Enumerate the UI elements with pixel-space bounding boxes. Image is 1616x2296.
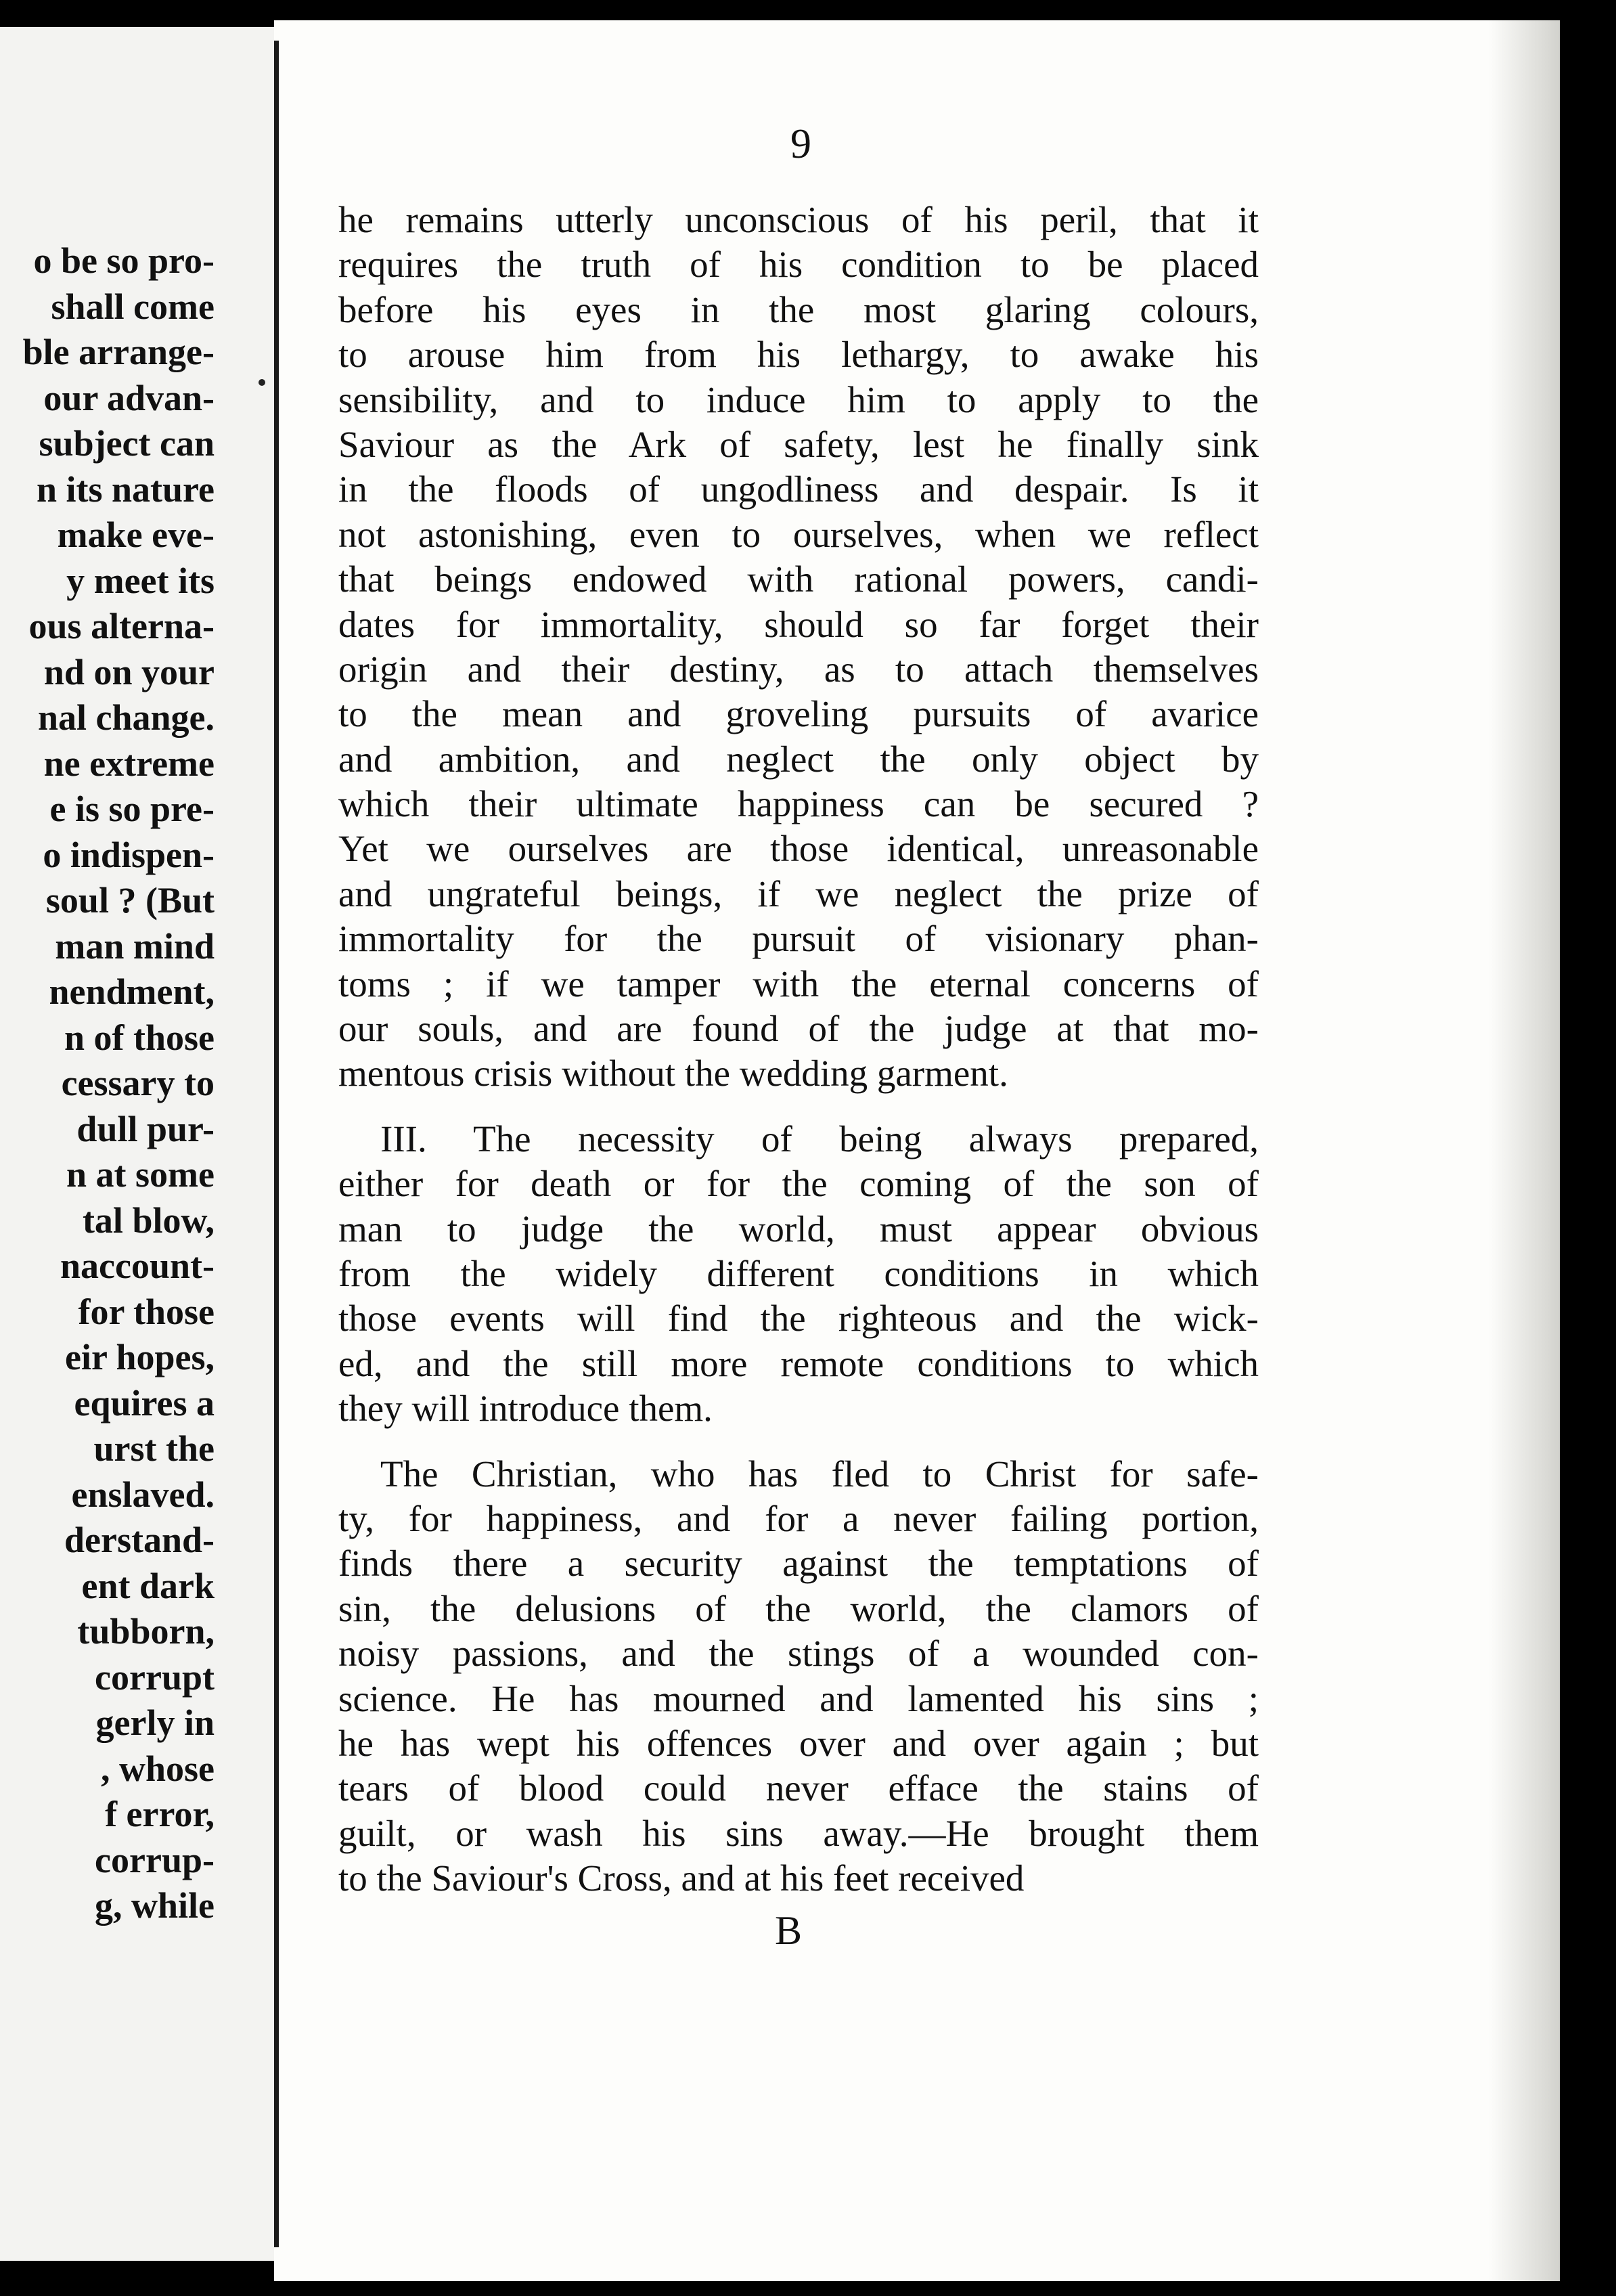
facing-page-line: g, while bbox=[94, 1885, 215, 1926]
facing-page-line: naccount- bbox=[60, 1245, 215, 1286]
facing-page-line: subject can bbox=[39, 423, 215, 464]
text-line: not astonishing, even to ourselves, when we reflect bbox=[338, 513, 1259, 555]
facing-page-line: corrupt bbox=[95, 1656, 215, 1698]
text-line: science. He has mourned and lamented his sins ; bbox=[338, 1677, 1259, 1719]
text-line: dates for immortality, should so far forget their bbox=[338, 603, 1259, 645]
text-line: man to judge the world, must appear obvious bbox=[338, 1208, 1259, 1250]
paragraph bbox=[338, 1117, 1259, 1432]
text-line: finds there a security against the temptations of bbox=[338, 1543, 1259, 1585]
text-line: Yet we ourselves are those identical, unreasonable bbox=[338, 828, 1259, 870]
facing-page-line: ne extreme bbox=[43, 743, 215, 784]
text-line: origin and their destiny, as to attach themselves bbox=[338, 648, 1259, 690]
facing-page-line: eir hopes, bbox=[64, 1337, 215, 1377]
paragraph-gap bbox=[338, 1097, 1259, 1117]
facing-page-line: n of those bbox=[64, 1017, 215, 1058]
text-line: toms ; if we tamper with the eternal concerns of bbox=[338, 963, 1259, 1005]
facing-page-line: dull pur- bbox=[76, 1108, 215, 1149]
text-line: ty, for happiness, and for a never failing portion, bbox=[338, 1497, 1259, 1539]
facing-page-line: shall come bbox=[51, 286, 215, 327]
text-line: sensibility, and to induce him to apply to the bbox=[338, 378, 1259, 420]
text-line: requires the truth of his condition to be placed bbox=[338, 244, 1259, 286]
facing-page-line: nendment, bbox=[49, 971, 215, 1012]
facing-page-line: nal change. bbox=[37, 697, 215, 738]
text-line: he remains utterly unconscious of his peril, that it bbox=[338, 199, 1259, 240]
text-line: either for death or for the coming of the son of bbox=[338, 1163, 1259, 1205]
text-line: before his eyes in the most glaring colours, bbox=[338, 288, 1259, 330]
facing-page-line: ble arrange- bbox=[22, 332, 215, 372]
facing-page-line: o be so pro- bbox=[33, 240, 215, 281]
text-line: The Christian, who has fled to Christ for safe- bbox=[380, 1453, 1259, 1495]
facing-page-line: ous alterna- bbox=[28, 606, 215, 646]
facing-page-line: e is so pre- bbox=[49, 789, 215, 829]
facing-page-line: urst the bbox=[93, 1428, 215, 1469]
text-line: and ambition, and neglect the only object by bbox=[338, 738, 1259, 780]
text-line: those events will find the righteous and the wick- bbox=[338, 1298, 1259, 1340]
facing-page-line: nd on your bbox=[43, 651, 215, 692]
facing-page-line: tubborn, bbox=[77, 1611, 215, 1652]
text-line: guilt, or wash his sins away.—He brought them bbox=[338, 1812, 1259, 1854]
facing-page-line: enslaved. bbox=[71, 1474, 215, 1515]
page-edge-shadow bbox=[1489, 20, 1560, 2281]
text-line: Saviour as the Ark of safety, lest he finally sink bbox=[338, 423, 1259, 465]
facing-page-line: our advan- bbox=[43, 377, 215, 418]
text-line: which their ultimate happiness can be secured ? bbox=[338, 783, 1259, 825]
facing-page-line: tal blow, bbox=[82, 1199, 215, 1241]
paragraph-gap bbox=[338, 1432, 1259, 1452]
page-number: 9 bbox=[790, 121, 811, 167]
gutter-mark bbox=[259, 379, 265, 386]
facing-page-line: gerly in bbox=[95, 1702, 215, 1743]
text-line: sin, the delusions of the world, the clamors of bbox=[338, 1587, 1259, 1629]
signature-mark: B bbox=[775, 1908, 803, 1953]
facing-page-line: o indispen- bbox=[43, 834, 215, 875]
paragraph bbox=[338, 198, 1259, 1097]
text-line: immortality for the pursuit of visionary phan- bbox=[338, 918, 1259, 960]
text-line: they will introduce them. bbox=[338, 1388, 713, 1430]
facing-page-line: soul ? (But bbox=[45, 880, 215, 921]
text-line: he has wept his offences over and over again ; but bbox=[338, 1722, 1259, 1764]
text-line: noisy passions, and the stings of a wounded con- bbox=[338, 1633, 1259, 1675]
text-line: in the floods of ungodliness and despair. Is it bbox=[338, 468, 1259, 510]
facing-page-line: man mind bbox=[55, 925, 215, 967]
text-line: from the widely different conditions in which bbox=[338, 1252, 1259, 1294]
facing-page-line: , whose bbox=[100, 1748, 215, 1789]
text-line: mentous crisis without the wedding garment. bbox=[338, 1053, 1008, 1095]
facing-page-left bbox=[0, 27, 274, 2261]
facing-page-line: equires a bbox=[74, 1382, 215, 1423]
text-line: to arouse him from his lethargy, to awake his bbox=[338, 334, 1259, 376]
facing-page-line: y meet its bbox=[66, 560, 215, 601]
text-line: that beings endowed with rational powers, candi- bbox=[338, 558, 1259, 600]
facing-page-line: corrup- bbox=[95, 1839, 215, 1880]
text-line: to the Saviour's Cross, and at his feet received bbox=[338, 1857, 1025, 1899]
facing-page-line: ent dark bbox=[81, 1565, 215, 1606]
facing-page-line: cessary to bbox=[61, 1063, 215, 1103]
text-line: tears of blood could never efface the stains of bbox=[338, 1767, 1259, 1809]
facing-page-line: n at some bbox=[66, 1154, 215, 1195]
facing-page-text bbox=[0, 238, 215, 1929]
facing-page-line: f error, bbox=[105, 1794, 215, 1834]
text-line: and ungrateful beings, if we neglect the prize of bbox=[338, 873, 1259, 914]
text-line: ed, and the still more remote conditions to which bbox=[338, 1342, 1259, 1384]
facing-page-line: derstand- bbox=[64, 1520, 215, 1560]
facing-page-line: n its nature bbox=[36, 468, 215, 510]
facing-page-line: for those bbox=[78, 1291, 215, 1332]
book-spine-line bbox=[274, 41, 279, 2247]
text-line: III. The necessity of being always prepared, bbox=[380, 1118, 1259, 1160]
page-body-text bbox=[338, 198, 1259, 1901]
paragraph bbox=[338, 1452, 1259, 1901]
facing-page-line: make eve- bbox=[57, 514, 215, 555]
text-line: to the mean and groveling pursuits of avarice bbox=[338, 693, 1259, 735]
text-line: our souls, and are found of the judge at that mo- bbox=[338, 1008, 1259, 1050]
